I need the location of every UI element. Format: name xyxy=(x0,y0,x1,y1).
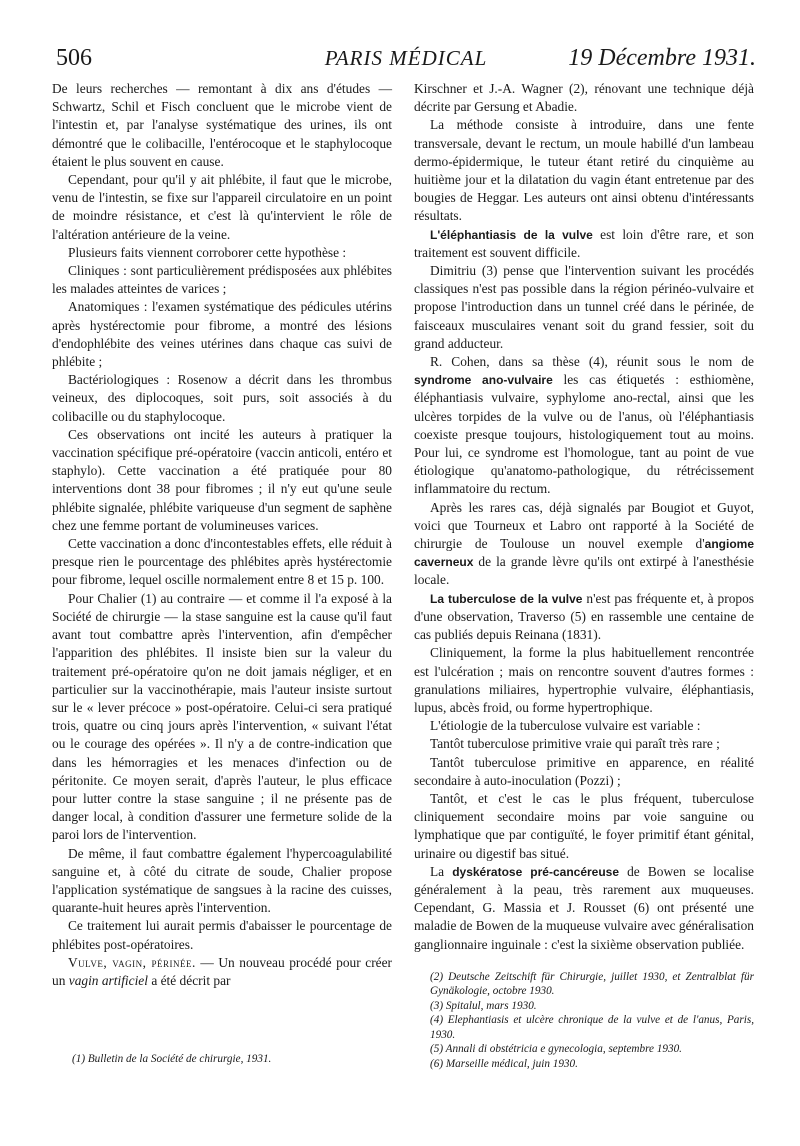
section-heading: Vulve, vagin, périnée. xyxy=(68,954,196,970)
paragraph: Anatomiques : l'examen systématique des pédicules utérins après hystérectomie pour fibrome, a montré des lésions d'endophlébite des veines utérines dans chaque cas suivi de phlébite ; xyxy=(52,299,392,370)
footnote: (5) Annali di obstétricia e gynecologia, septembre 1930. xyxy=(430,1043,682,1056)
paragraph: Tantôt tuberculose primitive vraie qui paraît très rare ; xyxy=(430,736,720,752)
paragraph: Dimitriu (3) pense que l'intervention suivant les procédés classiques n'est pas possible dans la région périnéo-vulvaire et propose l'introduction dans un tunnel créé dans le périnée, de faisceaux musculaires venant soit du grand fessier, soit du grand adducteur. xyxy=(414,263,754,351)
paragraph: De leurs recherches — remontant à dix ans d'études — Schwartz, Schil et Fisch concluent que le microbe vient de l'intestin et, par l'analyse systématique des urines, ils ont démontré que le colibacille, l'entérocoque et le staphylocoque étaient le plus souvent en cause. xyxy=(52,81,392,169)
footnotes xyxy=(414,970,754,1072)
bold-term: L'éléphantiasis de la vulve xyxy=(430,227,593,242)
text-run: est loin d'être rare, et son traitement est souvent difficile. xyxy=(414,226,754,260)
paragraph: Plusieurs faits viennent corroborer cette hypothèse : xyxy=(68,244,347,260)
text-run: de la grande lèvre qu'ils ont extirpé à l'anesthésie locale. xyxy=(414,554,754,588)
footnote: (4) Elephantiasis et ulcère chronique de la vulve et de l'anus, Paris, 1930. xyxy=(430,1014,754,1041)
text-run: — Un nouveau procédé pour créer un xyxy=(52,954,392,988)
paragraph: De même, il faut combattre également l'hypercoagulabilité sanguine et, à côté du citrate de soude, Chalier propose l'application systématique de sangsues à la racine des cuisses, quarante-huit heures après l'intervention. xyxy=(52,845,392,916)
footnote: (1) Bulletin de la Société de chirurgie, 1931. xyxy=(72,1053,272,1065)
page-number: 506 xyxy=(56,45,92,71)
paragraph: Cliniquement, la forme la plus habituellement rencontrée est l'ulcération ; mais on rencontre souvent d'autres formes : granulations miliaires, hypertrophie vulvaire, éléphantiasis, lupus, abcès froid, ou forme hypertrophique. xyxy=(414,645,754,715)
text-run: n'est pas fréquente et, à propos d'une observation, Traverso (5) en rassemble une centaine de cas publiés depuis Reinana (1831). xyxy=(414,590,754,643)
footnote: (6) Marseille médical, juin 1930. xyxy=(430,1057,578,1070)
paragraph xyxy=(414,499,754,590)
paragraph: Tantôt, et c'est le cas le plus fréquent, tuberculose cliniquement secondaire moins par voie sanguine ou lymphatique que par contiguïté, le foyer primitif étant génital, urinaire ou digestif bas situé. xyxy=(414,790,754,861)
section-paragraph xyxy=(52,954,392,990)
paragraph: Ces observations ont incité les auteurs à pratiquer la vaccination spécifique pré-opératoire (vaccin anticoli, entéro et staphylo). Cette vaccination a été pratiquée pour 80 interventions dont 38 pour fibromes ; il n'y eut qu'une seule phlébite signalée, phlébite variqueuse d'un segment de saphène chez une femme portant de volumineuses varices. xyxy=(52,426,392,533)
paragraph xyxy=(414,226,754,262)
text-run: a été décrit par xyxy=(147,972,231,988)
bold-term: La tuberculose de la vulve xyxy=(430,591,583,606)
text-run: La xyxy=(430,863,453,879)
paragraph xyxy=(414,353,754,499)
paragraph: Cette vaccination a donc d'incontestables effets, elle réduit à presque rien le pourcentage des phlébites après hystérectomie pour fibrome, lequel oscille normalement entre 8 et 15 p. 100. xyxy=(52,536,392,588)
paragraph: Kirschner et J.-A. Wagner (2), rénovant une technique déjà décrite par Gersung et Abadie. xyxy=(414,81,754,115)
paragraph xyxy=(414,863,754,954)
paragraph: Tantôt tuberculose primitive en apparence, en réalité secondaire à auto-inoculation (Pozzi) ; xyxy=(414,754,754,788)
issue-date: 19 Décembre 1931. xyxy=(568,45,756,71)
paragraph: Bactériologiques : Rosenow a décrit dans les thrombus veineux, des diplocoques, soit purs, soit associés à du colibacille ou du staphylocoque. xyxy=(52,372,392,424)
text-run: Après les rares cas, déjà signalés par Bougiot et Guyot, voici que Tourneux et Labro ont rapporté à la Société de chirurgie de Toulouse un nouvel exemple d' xyxy=(414,499,754,552)
paragraph: Cependant, pour qu'il y ait phlébite, il faut que le microbe, venu de l'intestin, se fixe sur l'appareil circulatoire en un point de moindre résistance, et c'est là qu'intervient le rôle de l'altération antérieure de la veine. xyxy=(52,172,392,242)
paragraph: La méthode consiste à introduire, dans une fente transversale, devant le rectum, un moule habillé d'un lambeau dermo-épidermique, le tuteur étant retiré du cinquième au huitième jour et la dilatation du vagin étant entretenue par des bougies de Heggar. Les auteurs ont ainsi obtenu d'intéressants résultats. xyxy=(414,117,754,224)
paragraph: Ce traitement lui aurait permis d'abaisser le pourcentage de phlébites post-opératoires. xyxy=(52,918,392,952)
footnote: (2) Deutsche Zeitschift für Chirurgie, juillet 1930, et Zentralblat für Gynäkologie, octobre 1930. xyxy=(430,970,754,998)
text-run: les cas étiquetés : esthiomène, éléphantiasis vulvaire, syphylome ano-rectal, ainsi que les ulcères torpides de la vulve ou de l'anus, où l'éléphantiasis coexiste presque toujours, histologiquement tout au moins. Pour lui, ce syndrome est l'homologue, tant au point de vue étiologique qu'anatomo-pathologique, du rétrécissement inflammatoire du rectum. xyxy=(414,372,754,497)
text-run: de Bowen se localise généralement à la peau, très rarement aux muqueuses. Cependant, G. Massia et J. Rousset (6) ont présenté une maladie de Bowen de la muqueuse vulvaire avec généralisation ganglionnaire inguinale : c'est la sixième observation publiée. xyxy=(414,863,754,952)
bold-term: angiome caverneux xyxy=(414,537,754,570)
italic-term: vagin artificiel xyxy=(68,972,148,988)
bold-term: syndrome ano-vulvaire xyxy=(414,373,553,388)
paragraph xyxy=(414,590,754,645)
page-header xyxy=(56,40,756,76)
paragraph: Pour Chalier (1) au contraire — et comme il l'a exposé à la Société de chirurgie — la stase sanguine est la cause qu'il faut avant tout combattre après l'intervention, afin d'empêcher l'apparition des phlébites. Il insiste bien sur la valeur du traitement pré-opératoire qu'on ne doit jamais négliger, et en particulier sur la vaccinothérapie, mais l'auteur insiste surtout sur le « lever précoce » post-opératoire. Celui-ci sera pratiqué trois, quatre ou cinq jours après l'intervention, « suivant l'état ou le courage des opérées ». Il n'y a de contre-indication que dans les hémorragies et les menaces d'infection ou de péritonite. Ce moyen serait, d'après l'auteur, le plus efficace pour lutter contre la stase sanguine ; il ne présente pas de danger local, à condition d'assurer une fermeture solide de la paroi lors de l'intervention. xyxy=(52,590,392,843)
left-column xyxy=(52,80,392,1080)
bold-term: dyskératose pré-cancéreuse xyxy=(452,864,620,879)
right-column xyxy=(414,80,754,1080)
journal-title: PARIS MÉDICAL xyxy=(324,46,488,70)
text-run: R. Cohen, dans sa thèse (4), réunit sous le nom de xyxy=(430,354,754,370)
paragraph: L'étiologie de la tuberculose vulvaire est variable : xyxy=(430,718,701,734)
paragraph: Cliniques : sont particulièrement prédisposées aux phlébites les malades atteintes de varices ; xyxy=(52,263,392,297)
footnote: (3) Spitalul, mars 1930. xyxy=(430,999,537,1012)
